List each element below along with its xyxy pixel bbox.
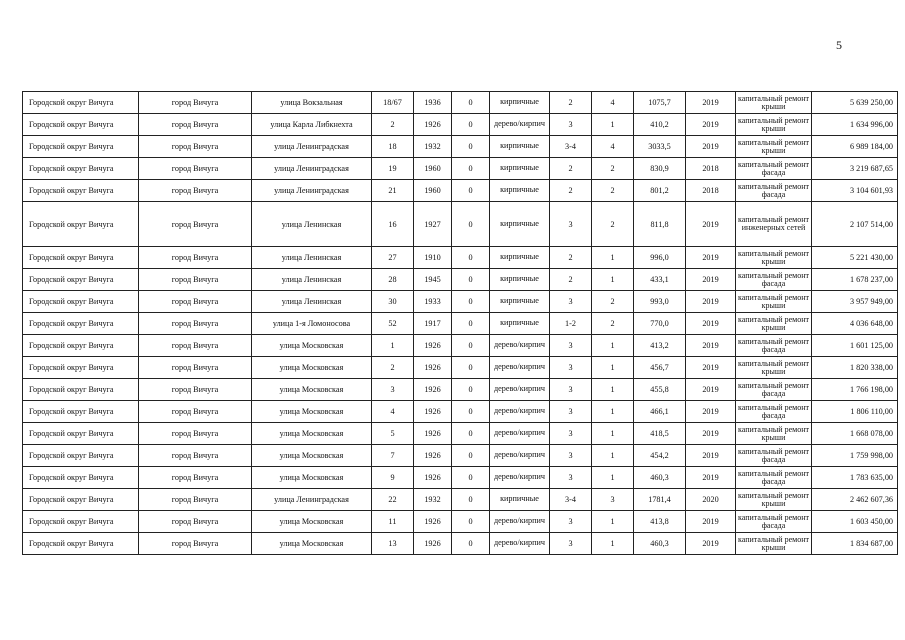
street-cell: улица Ленинская <box>252 247 372 269</box>
entrances-cell: 1 <box>592 335 634 357</box>
work-type-cell: капитальный ремонт фасада <box>736 379 812 401</box>
work-type-cell: капитальный ремонт крыши <box>736 114 812 136</box>
cost-cell: 4 036 648,00 <box>812 313 898 335</box>
cost-cell: 1 834 687,00 <box>812 533 898 555</box>
work-year-cell: 2019 <box>686 136 736 158</box>
floors-cell: 1-2 <box>550 313 592 335</box>
district-cell: Городской округ Вичуга <box>23 291 139 313</box>
floors-cell: 3 <box>550 357 592 379</box>
city-cell: город Вичуга <box>139 379 252 401</box>
floors-cell: 3 <box>550 291 592 313</box>
city-cell: город Вичуга <box>139 401 252 423</box>
table-row <box>23 291 898 313</box>
house-number-cell: 30 <box>372 291 414 313</box>
city-cell: город Вичуга <box>139 158 252 180</box>
table-row <box>23 92 898 114</box>
area-cell: 413,2 <box>634 335 686 357</box>
wall-material-cell: кирпичные <box>490 158 550 180</box>
house-number-cell: 28 <box>372 269 414 291</box>
area-cell: 455,8 <box>634 379 686 401</box>
area-cell: 830,9 <box>634 158 686 180</box>
entrances-cell: 4 <box>592 136 634 158</box>
house-number-cell: 4 <box>372 401 414 423</box>
work-year-cell: 2019 <box>686 533 736 555</box>
district-cell: Городской округ Вичуга <box>23 533 139 555</box>
cost-cell: 1 668 078,00 <box>812 423 898 445</box>
work-year-cell: 2019 <box>686 247 736 269</box>
table-row <box>23 158 898 180</box>
area-cell: 770,0 <box>634 313 686 335</box>
floors-cell: 3 <box>550 379 592 401</box>
floors-cell: 2 <box>550 247 592 269</box>
work-year-cell: 2018 <box>686 180 736 202</box>
area-cell: 433,1 <box>634 269 686 291</box>
year-built-cell: 1926 <box>414 445 452 467</box>
entrances-cell: 1 <box>592 467 634 489</box>
city-cell: город Вичуга <box>139 136 252 158</box>
work-type-cell: капитальный ремонт фасада <box>736 445 812 467</box>
wall-material-cell: дерево/кирпич <box>490 445 550 467</box>
zero-value-cell: 0 <box>452 335 490 357</box>
district-cell: Городской округ Вичуга <box>23 489 139 511</box>
city-cell: город Вичуга <box>139 423 252 445</box>
table-row <box>23 136 898 158</box>
work-type-cell: капитальный ремонт фасада <box>736 158 812 180</box>
street-cell: улица Ленинская <box>252 291 372 313</box>
zero-value-cell: 0 <box>452 114 490 136</box>
area-cell: 811,8 <box>634 202 686 247</box>
floors-cell: 3 <box>550 401 592 423</box>
floors-cell: 3 <box>550 467 592 489</box>
district-cell: Городской округ Вичуга <box>23 158 139 180</box>
area-cell: 460,3 <box>634 533 686 555</box>
entrances-cell: 1 <box>592 401 634 423</box>
district-cell: Городской округ Вичуга <box>23 335 139 357</box>
year-built-cell: 1910 <box>414 247 452 269</box>
wall-material-cell: кирпичные <box>490 269 550 291</box>
floors-cell: 3 <box>550 423 592 445</box>
house-number-cell: 22 <box>372 489 414 511</box>
house-number-cell: 21 <box>372 180 414 202</box>
cost-cell: 5 639 250,00 <box>812 92 898 114</box>
district-cell: Городской округ Вичуга <box>23 114 139 136</box>
entrances-cell: 2 <box>592 180 634 202</box>
year-built-cell: 1932 <box>414 489 452 511</box>
floors-cell: 2 <box>550 180 592 202</box>
year-built-cell: 1960 <box>414 180 452 202</box>
year-built-cell: 1945 <box>414 269 452 291</box>
area-cell: 993,0 <box>634 291 686 313</box>
cost-cell: 6 989 184,00 <box>812 136 898 158</box>
district-cell: Городской округ Вичуга <box>23 92 139 114</box>
street-cell: улица Ленинградская <box>252 489 372 511</box>
entrances-cell: 2 <box>592 202 634 247</box>
district-cell: Городской округ Вичуга <box>23 511 139 533</box>
area-cell: 410,2 <box>634 114 686 136</box>
table-row <box>23 445 898 467</box>
entrances-cell: 4 <box>592 92 634 114</box>
zero-value-cell: 0 <box>452 357 490 379</box>
district-cell: Городской округ Вичуга <box>23 269 139 291</box>
zero-value-cell: 0 <box>452 445 490 467</box>
cost-cell: 2 462 607,36 <box>812 489 898 511</box>
street-cell: улица Ленинградская <box>252 136 372 158</box>
work-year-cell: 2019 <box>686 92 736 114</box>
house-number-cell: 3 <box>372 379 414 401</box>
year-built-cell: 1926 <box>414 401 452 423</box>
house-number-cell: 9 <box>372 467 414 489</box>
page-number: 5 <box>836 38 842 52</box>
wall-material-cell: дерево/кирпич <box>490 379 550 401</box>
zero-value-cell: 0 <box>452 511 490 533</box>
work-type-cell: капитальный ремонт крыши <box>736 92 812 114</box>
table-row <box>23 467 898 489</box>
house-number-cell: 27 <box>372 247 414 269</box>
city-cell: город Вичуга <box>139 533 252 555</box>
floors-cell: 2 <box>550 269 592 291</box>
zero-value-cell: 0 <box>452 202 490 247</box>
table-row <box>23 335 898 357</box>
zero-value-cell: 0 <box>452 401 490 423</box>
cost-cell: 3 104 601,93 <box>812 180 898 202</box>
work-type-cell: капитальный ремонт крыши <box>736 291 812 313</box>
street-cell: улица Ленинградская <box>252 158 372 180</box>
entrances-cell: 1 <box>592 445 634 467</box>
street-cell: улица Московская <box>252 357 372 379</box>
work-year-cell: 2019 <box>686 335 736 357</box>
cost-cell: 3 219 687,65 <box>812 158 898 180</box>
district-cell: Городской округ Вичуга <box>23 136 139 158</box>
cost-cell: 1 634 996,00 <box>812 114 898 136</box>
zero-value-cell: 0 <box>452 247 490 269</box>
zero-value-cell: 0 <box>452 158 490 180</box>
work-year-cell: 2019 <box>686 467 736 489</box>
street-cell: улица Московская <box>252 423 372 445</box>
zero-value-cell: 0 <box>452 533 490 555</box>
wall-material-cell: дерево/кирпич <box>490 533 550 555</box>
zero-value-cell: 0 <box>452 467 490 489</box>
zero-value-cell: 0 <box>452 269 490 291</box>
zero-value-cell: 0 <box>452 423 490 445</box>
year-built-cell: 1926 <box>414 423 452 445</box>
table-row <box>23 202 898 247</box>
city-cell: город Вичуга <box>139 511 252 533</box>
wall-material-cell: кирпичные <box>490 247 550 269</box>
table-row <box>23 423 898 445</box>
year-built-cell: 1926 <box>414 114 452 136</box>
work-year-cell: 2019 <box>686 379 736 401</box>
area-cell: 996,0 <box>634 247 686 269</box>
cost-cell: 1 783 635,00 <box>812 467 898 489</box>
area-cell: 456,7 <box>634 357 686 379</box>
work-type-cell: капитальный ремонт крыши <box>736 247 812 269</box>
housing-registry-table <box>22 91 898 555</box>
entrances-cell: 1 <box>592 379 634 401</box>
area-cell: 1075,7 <box>634 92 686 114</box>
floors-cell: 3-4 <box>550 136 592 158</box>
city-cell: город Вичуга <box>139 114 252 136</box>
floors-cell: 2 <box>550 92 592 114</box>
street-cell: улица Московская <box>252 533 372 555</box>
wall-material-cell: кирпичные <box>490 291 550 313</box>
year-built-cell: 1936 <box>414 92 452 114</box>
wall-material-cell: дерево/кирпич <box>490 335 550 357</box>
zero-value-cell: 0 <box>452 92 490 114</box>
district-cell: Городской округ Вичуга <box>23 313 139 335</box>
floors-cell: 2 <box>550 158 592 180</box>
wall-material-cell: кирпичные <box>490 489 550 511</box>
city-cell: город Вичуга <box>139 269 252 291</box>
zero-value-cell: 0 <box>452 180 490 202</box>
city-cell: город Вичуга <box>139 489 252 511</box>
entrances-cell: 1 <box>592 357 634 379</box>
work-type-cell: капитальный ремонт крыши <box>736 423 812 445</box>
zero-value-cell: 0 <box>452 379 490 401</box>
entrances-cell: 2 <box>592 313 634 335</box>
house-number-cell: 11 <box>372 511 414 533</box>
cost-cell: 1 603 450,00 <box>812 511 898 533</box>
work-year-cell: 2019 <box>686 202 736 247</box>
entrances-cell: 2 <box>592 158 634 180</box>
house-number-cell: 1 <box>372 335 414 357</box>
year-built-cell: 1960 <box>414 158 452 180</box>
table-row <box>23 313 898 335</box>
district-cell: Городской округ Вичуга <box>23 379 139 401</box>
district-cell: Городской округ Вичуга <box>23 202 139 247</box>
year-built-cell: 1927 <box>414 202 452 247</box>
floors-cell: 3 <box>550 511 592 533</box>
area-cell: 460,3 <box>634 467 686 489</box>
city-cell: город Вичуга <box>139 202 252 247</box>
wall-material-cell: кирпичные <box>490 92 550 114</box>
work-year-cell: 2019 <box>686 401 736 423</box>
floors-cell: 3 <box>550 335 592 357</box>
table-row <box>23 379 898 401</box>
work-type-cell: капитальный ремонт фасада <box>736 269 812 291</box>
table-row <box>23 114 898 136</box>
wall-material-cell: дерево/кирпич <box>490 467 550 489</box>
street-cell: улица Ленинская <box>252 202 372 247</box>
work-year-cell: 2019 <box>686 291 736 313</box>
cost-cell: 1 601 125,00 <box>812 335 898 357</box>
floors-cell: 3-4 <box>550 489 592 511</box>
area-cell: 418,5 <box>634 423 686 445</box>
entrances-cell: 2 <box>592 291 634 313</box>
work-year-cell: 2019 <box>686 357 736 379</box>
street-cell: улица Московская <box>252 511 372 533</box>
district-cell: Городской округ Вичуга <box>23 445 139 467</box>
house-number-cell: 52 <box>372 313 414 335</box>
district-cell: Городской округ Вичуга <box>23 467 139 489</box>
work-year-cell: 2018 <box>686 158 736 180</box>
house-number-cell: 18 <box>372 136 414 158</box>
wall-material-cell: дерево/кирпич <box>490 423 550 445</box>
year-built-cell: 1926 <box>414 533 452 555</box>
work-type-cell: капитальный ремонт фасада <box>736 335 812 357</box>
year-built-cell: 1926 <box>414 467 452 489</box>
house-number-cell: 2 <box>372 357 414 379</box>
work-year-cell: 2019 <box>686 269 736 291</box>
zero-value-cell: 0 <box>452 136 490 158</box>
zero-value-cell: 0 <box>452 313 490 335</box>
district-cell: Городской округ Вичуга <box>23 357 139 379</box>
year-built-cell: 1926 <box>414 357 452 379</box>
registry-body <box>23 92 898 555</box>
area-cell: 466,1 <box>634 401 686 423</box>
floors-cell: 3 <box>550 114 592 136</box>
year-built-cell: 1933 <box>414 291 452 313</box>
district-cell: Городской округ Вичуга <box>23 247 139 269</box>
work-year-cell: 2020 <box>686 489 736 511</box>
street-cell: улица Московская <box>252 401 372 423</box>
city-cell: город Вичуга <box>139 335 252 357</box>
entrances-cell: 1 <box>592 423 634 445</box>
wall-material-cell: дерево/кирпич <box>490 357 550 379</box>
street-cell: улица Московская <box>252 379 372 401</box>
cost-cell: 5 221 430,00 <box>812 247 898 269</box>
zero-value-cell: 0 <box>452 291 490 313</box>
work-type-cell: капитальный ремонт крыши <box>736 357 812 379</box>
wall-material-cell: дерево/кирпич <box>490 114 550 136</box>
work-type-cell: капитальный ремонт инженерных сетей <box>736 202 812 247</box>
work-type-cell: капитальный ремонт крыши <box>736 489 812 511</box>
street-cell: улица 1-я Ломоносова <box>252 313 372 335</box>
house-number-cell: 7 <box>372 445 414 467</box>
district-cell: Городской округ Вичуга <box>23 180 139 202</box>
area-cell: 3033,5 <box>634 136 686 158</box>
entrances-cell: 1 <box>592 511 634 533</box>
area-cell: 413,8 <box>634 511 686 533</box>
street-cell: улица Московская <box>252 445 372 467</box>
work-type-cell: капитальный ремонт фасада <box>736 511 812 533</box>
table-row <box>23 180 898 202</box>
floors-cell: 3 <box>550 202 592 247</box>
year-built-cell: 1926 <box>414 511 452 533</box>
city-cell: город Вичуга <box>139 291 252 313</box>
entrances-cell: 1 <box>592 247 634 269</box>
wall-material-cell: кирпичные <box>490 202 550 247</box>
city-cell: город Вичуга <box>139 313 252 335</box>
work-type-cell: капитальный ремонт крыши <box>736 136 812 158</box>
table-row <box>23 401 898 423</box>
year-built-cell: 1926 <box>414 379 452 401</box>
house-number-cell: 13 <box>372 533 414 555</box>
table-row <box>23 247 898 269</box>
work-type-cell: капитальный ремонт фасада <box>736 180 812 202</box>
table-row <box>23 489 898 511</box>
work-year-cell: 2019 <box>686 445 736 467</box>
cost-cell: 3 957 949,00 <box>812 291 898 313</box>
work-type-cell: капитальный ремонт крыши <box>736 533 812 555</box>
work-year-cell: 2019 <box>686 114 736 136</box>
work-type-cell: капитальный ремонт фасада <box>736 467 812 489</box>
zero-value-cell: 0 <box>452 489 490 511</box>
city-cell: город Вичуга <box>139 92 252 114</box>
entrances-cell: 1 <box>592 269 634 291</box>
city-cell: город Вичуга <box>139 180 252 202</box>
cost-cell: 2 107 514,00 <box>812 202 898 247</box>
cost-cell: 1 820 338,00 <box>812 357 898 379</box>
house-number-cell: 2 <box>372 114 414 136</box>
district-cell: Городской округ Вичуга <box>23 401 139 423</box>
area-cell: 1781,4 <box>634 489 686 511</box>
house-number-cell: 19 <box>372 158 414 180</box>
street-cell: улица Вокзальная <box>252 92 372 114</box>
table-row <box>23 511 898 533</box>
city-cell: город Вичуга <box>139 247 252 269</box>
city-cell: город Вичуга <box>139 357 252 379</box>
cost-cell: 1 759 998,00 <box>812 445 898 467</box>
area-cell: 801,2 <box>634 180 686 202</box>
wall-material-cell: дерево/кирпич <box>490 511 550 533</box>
work-year-cell: 2019 <box>686 511 736 533</box>
cost-cell: 1 678 237,00 <box>812 269 898 291</box>
house-number-cell: 16 <box>372 202 414 247</box>
table-row <box>23 357 898 379</box>
street-cell: улица Карла Либкнехта <box>252 114 372 136</box>
wall-material-cell: кирпичные <box>490 180 550 202</box>
table-row <box>23 533 898 555</box>
floors-cell: 3 <box>550 445 592 467</box>
work-type-cell: капитальный ремонт фасада <box>736 401 812 423</box>
year-built-cell: 1926 <box>414 335 452 357</box>
house-number-cell: 18/67 <box>372 92 414 114</box>
street-cell: улица Ленинградская <box>252 180 372 202</box>
district-cell: Городской округ Вичуга <box>23 423 139 445</box>
city-cell: город Вичуга <box>139 467 252 489</box>
city-cell: город Вичуга <box>139 445 252 467</box>
work-year-cell: 2019 <box>686 313 736 335</box>
entrances-cell: 3 <box>592 489 634 511</box>
wall-material-cell: кирпичные <box>490 136 550 158</box>
entrances-cell: 1 <box>592 114 634 136</box>
cost-cell: 1 766 198,00 <box>812 379 898 401</box>
wall-material-cell: дерево/кирпич <box>490 401 550 423</box>
house-number-cell: 5 <box>372 423 414 445</box>
wall-material-cell: кирпичные <box>490 313 550 335</box>
cost-cell: 1 806 110,00 <box>812 401 898 423</box>
work-type-cell: капитальный ремонт крыши <box>736 313 812 335</box>
street-cell: улица Московская <box>252 467 372 489</box>
area-cell: 454,2 <box>634 445 686 467</box>
entrances-cell: 1 <box>592 533 634 555</box>
street-cell: улица Московская <box>252 335 372 357</box>
year-built-cell: 1917 <box>414 313 452 335</box>
street-cell: улица Ленинская <box>252 269 372 291</box>
table-row <box>23 269 898 291</box>
floors-cell: 3 <box>550 533 592 555</box>
year-built-cell: 1932 <box>414 136 452 158</box>
work-year-cell: 2019 <box>686 423 736 445</box>
